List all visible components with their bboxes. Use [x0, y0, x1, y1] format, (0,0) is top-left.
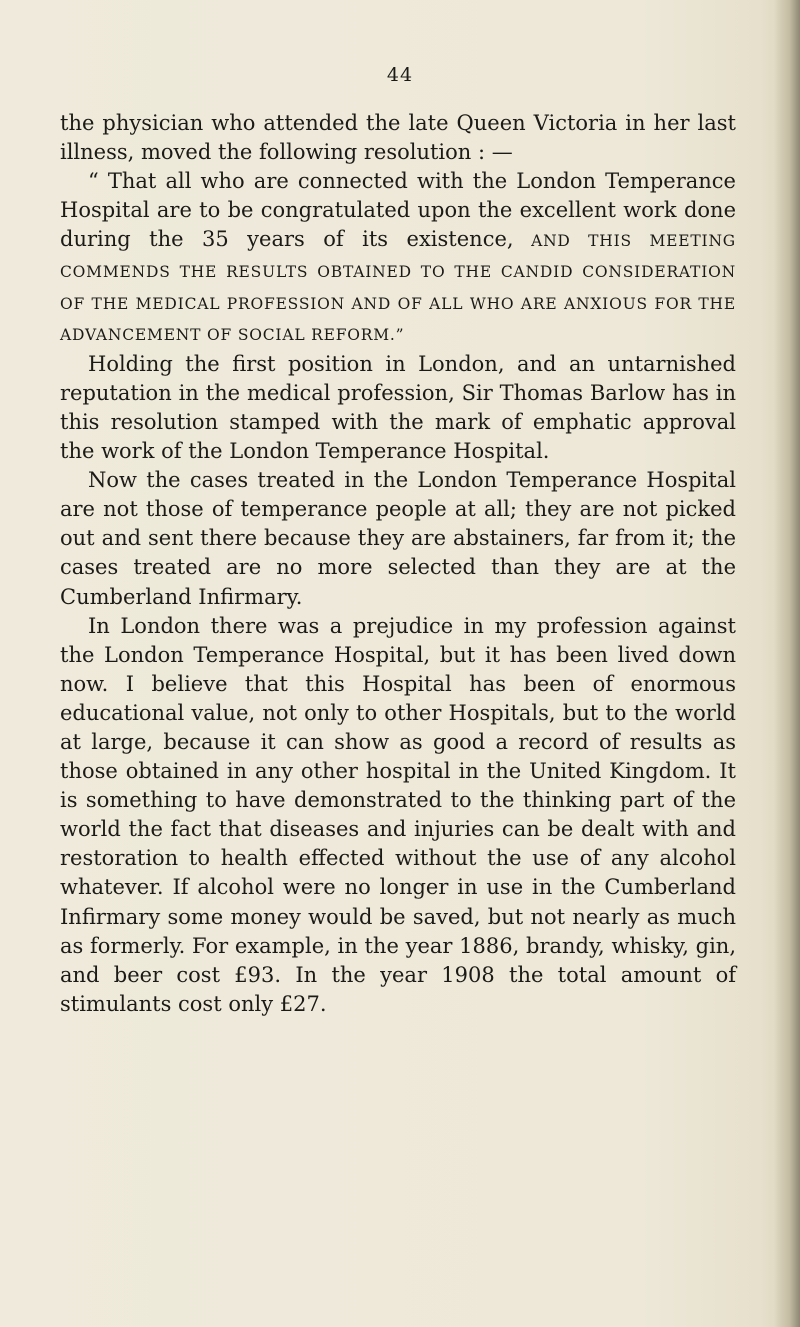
paragraph-barlow: Holding the first position in London, and an untarnished reputation in the medical profession, Sir Thomas Barlow has in this resolution stamped with the mark of emphatic approval the work of the London Temperance Hospital. [60, 351, 736, 464]
page-number: 44 [386, 64, 414, 86]
paragraph-continuation: the physician who attended the late Queen Victoria in her last illness, moved the following resolution : — [60, 111, 736, 165]
paragraph-prejudice: In London there was a prejudice in my profession against the London Temperance Hospital, but it has been lived down now. I believe that this Hospital has been of enormous educational value, not only to other Hospitals, but to the world at large, because it can show as good a record of results as those obtained in any other hospital in the United Kingdom. It is something to have demonstrated to the thinking part of the world the fact that diseases and injuries can be dealt with and restoration to health effected without the use of any alcohol whatever. If alcohol were no longer in use in the Cumberland Infirmary some money would be saved, but not nearly as much as formerly. For example, in the year 1886, brandy, whisky, gin, and beer cost £93. In the year 1908 the total amount of stimulants cost only £27. [60, 613, 736, 1016]
paragraph-cases: Now the cases treated in the London Temperance Hospital are not those of temperance people at all; they are not picked out and sent there because they are abstainers, far from it; the cases treated are no more selected than they are at the Cumberland Infirmary. [60, 468, 736, 609]
quote-normal-text: “ That all who are connected with the London Temperance Hospital are to be congratulated upon the excellent work done during the 35 years of its existence, [60, 169, 736, 252]
page-edge-shadow [774, 0, 800, 1327]
body-text [60, 109, 736, 1019]
paragraph-resolution-quote [60, 167, 736, 350]
quote-smallcaps-text: AND THIS MEETING COMMENDS THE RESULTS OBTAINED TO THE CANDID CONSIDERATION OF THE MEDICAL PROFESSION AND OF ALL WHO ARE ANXIOUS FOR THE ADVANCEMENT OF SOCIAL REFORM.” [60, 232, 736, 344]
